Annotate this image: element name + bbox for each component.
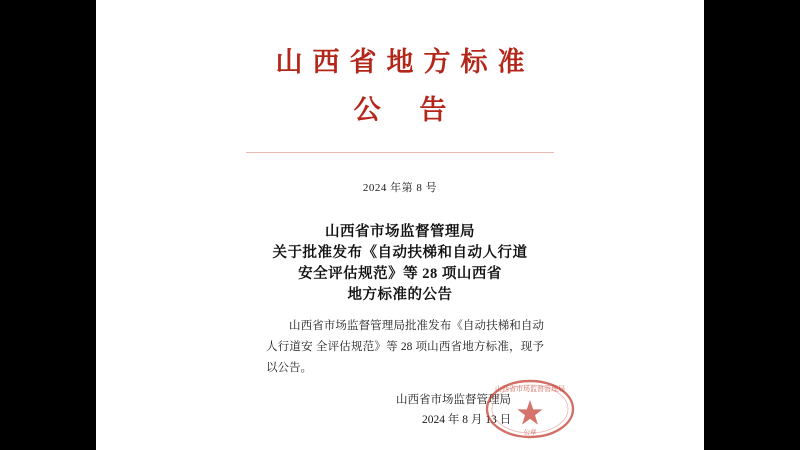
page-subtitle: 公 告 xyxy=(353,95,463,125)
signature-block xyxy=(396,390,576,430)
svg-text:山西省市场监督管理局: 山西省市场监督管理局 xyxy=(495,385,565,393)
announcement-heading xyxy=(96,222,704,306)
title-divider xyxy=(246,152,554,153)
body-paragraph-line-2: 全评估规范》等 28 项山西省地方标准，现予以公告。 xyxy=(266,341,544,374)
heading-line-3: 安全评估规范》等 28 项山西省 xyxy=(298,266,502,282)
heading-line-2: 关于批准发布《自动扶梯和自动人行道 xyxy=(272,245,528,261)
announcement-body xyxy=(266,316,544,379)
heading-line-4: 地方标准的公告 xyxy=(347,287,453,303)
body-paragraph-line-1: 山西省市场监督管理局批准发布《自动扶梯和自动人行道安 xyxy=(266,320,544,353)
heading-line-1: 山西省市场监督管理局 xyxy=(325,224,475,240)
svg-text:公章: 公章 xyxy=(523,429,537,436)
document-page xyxy=(96,0,704,450)
issue-date: 2024 年 8 月 13 日 xyxy=(422,414,512,426)
issuing-organization: 山西省市场监督管理局 xyxy=(396,394,511,406)
page-title: 山西省地方标准 xyxy=(275,47,535,77)
document-number: 2024 年第 8 号 xyxy=(362,182,438,194)
